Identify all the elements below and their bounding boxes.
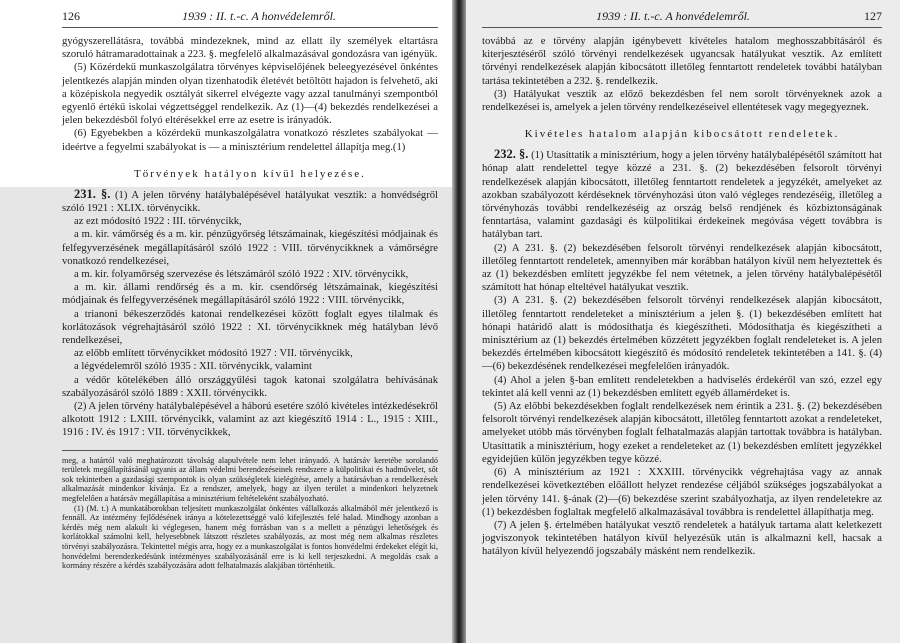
right-page — [466, 0, 900, 643]
right-page-number: 127 — [863, 9, 882, 23]
section-231-item: a m. kir. folyamőrség szervezése és létszámáról szóló 1922 : XIV. törvénycikk, — [74, 269, 409, 281]
section-232-paragraph-7: (7) A jelen §. értelmében hatályukat vesztő rendeletek a hatályuk tartama alatt keletkezett jogviszonyok tekintetében hatályon kívül helyezésük után is alkalmazni kell, hacsak a hatályon kívül helyezendő jogszabály másként nem rendelkezik. — [482, 519, 882, 558]
section-231-paragraph-1: 231. §. (1) A jelen törvény hatálybalépésével hatályukat vesztik: a honvédségről szóló 1921 : XLIX. törvénycikk. — [62, 186, 438, 215]
section-231-item: a m. kir. állami rendőrség és a m. kir. csendőrség létszámainak, kiegészítési módjainak és felfegyverzésének megállapításáról szóló 1922 : VIII. törvénycikk, — [62, 282, 438, 307]
right-page-content — [482, 0, 882, 559]
footnote-continuation: meg, a határtól való meghatározott távolság alapulvétele nem lehet irányadó. A határsáv keretébe sorolandó területek megállapításánál ugyanis az állam védelmi berendezéseinek rendszere a külpolitikai és hadművelet, sőt sok tekintetben a gazdasági szempontok is olyan szükségletek kielégítése, amely a határsávban a rendelkezések alkalmazását mindenkor kívánja. Ez a rendszer, amelyek, hogy az ilyen terület a mindenkori helyzetnek megfelelően a határsáv megállapítása a minisztérium feltételeként szabályozható. — [62, 455, 438, 504]
left-page-content — [62, 0, 438, 571]
section-232-paragraph-1: 232. §. (1) Utasíttatik a minisztérium, hogy a jelen törvény hatálybalépésétől számított hat hónap alatt rendelettel tegye közzé a 231. §. (2) bekezdésében felsorolt törvényi rendelkezések alapján kibocsátott, illetőleg fenntartott rendeletek a jegyzékét, amelyeket az azokban szabályozott kérdéseknek törvényhozási úton való végleges rendezéséig, illetőleg a törvényhozás további rendelkezéséig az ország belső rendjének és közbiztonságának fenntartása, valamint gazdasági és külpolitikai érdekeinek megóvása végett továbbra is hatályban tart. — [482, 147, 883, 241]
footnote-1: (1) (M. t.) A munkatáborokban teljesített munkaszolgálat önkéntes vállalkozás alkalmából mér jelentkező is fennáll. Az intézmény fejlődésének iránya a kötelezettséggé való kifejlesztés felé halad. Mindhogy azonban a kérdés még nem alakult ki véglegesen, hanem még forrásban van s a mellett a pénzügyi lehetőségek és korlátokkal számolni kell, helyesebbnek látszott részletes szabályozás, az most még nem alkalmas részletes törvényi szabályozásra. Tekintettel mégis arra, hogy ez a munkaszolgálat is fontos honvédelmi érdekeket elégít ki, honvédelmi berendezkedésünk intézményes szabályozásánál erre is ki kell terjeszkedni. A megoldás csak a kormány részére a kérdés szabályozására adott felhatalmazás alakjában történhetik. — [62, 503, 438, 571]
left-running-title: 1939 : II. t.-c. A honvédelemről. — [182, 9, 336, 23]
footnotes — [62, 456, 438, 571]
section-232-paragraph-6: (6) A minisztérium az 1921 : XXXIII. törvénycikk végrehajtása vagy az annak rendelkezései következtében előállott helyzet rendezése céljából szükséges jogszabályokat a jelen törvény 141. §-ának (2)—(6) bekezdése szerint szabályozhatja, az ilyen rendeletekre az (1) bekezdésben foglaltak megfelelő alkalmazásával továbbra is rendelettel állapíthatja meg. — [482, 467, 882, 518]
right-paragraph-continuation: továbbá az e törvény alapján igénybevett kivételes hatalom meghosszabbításáról és kiterjesztéséről szóló törvényi rendelkezések ugyancsak hatályukat vesztik. Az említett törvényi rendelkezések alapján kibocsátott illetőleg fenntartott rendeletek további hatályban tartása tekintetében a 232. §. rendelkezik. — [482, 36, 882, 87]
section-232-paragraph-4: (4) Ahol a jelen §-ban említett rendeletekben a hadviselés érdekéről van szó, ezzel egy tekintet alá kell venni az (1) bekezdésben említett egyéb államérdeket is. — [482, 374, 882, 399]
section-232-paragraph-2: (2) A 231. §. (2) bekezdésében felsorolt törvényi rendelkezések alapján kibocsátott, illetőleg fenntartott rendeletek, amennyiben már korábban hatályon kívül nem helyeztettek és az (1) bekezdésben említett jegyzékbe fel nem vétetnek, a jelen törvény hatálybalépésétől számított hat hónap elteltével hatályukat vesztik. — [482, 242, 882, 294]
left-running-head — [62, 0, 438, 28]
section-232-paragraph-5: (5) Az előbbi bekezdésekben foglalt rendelkezések nem érintik a 231. §. (2) bekezdésében felsorolt törvényi rendelkezések alapján kibocsátott, illetőleg fenntartott azokat a rendeleteket, amelyeket utóbb más törvényben foglalt felhatalmazás alapján tartottak továbbra is hatályban. Utasíttatik a minisztérium, hogy ezeket a rendeleteket az (1) bekezdésben említett jegyzékkel egyidejűen külön jegyzékben tegye közzé. — [482, 401, 882, 465]
book-gutter — [452, 0, 466, 643]
left-paragraph-5: (5) Közérdekű munkaszolgálatra törvényes képviselőjének beleegyezésével önkéntes jelentkezés alapján minden olyan tizenhatodik életévét betöltött hajadon is felvehető, aki a középiskola negyedik osztályát sikerrel elvégezte vagy azzal tanulmányi szempontból egyenlő értékű iskolai végzettséggel rendelkezik. Az (1)—(4) bekezdés rendelkezései a jelen bekezdésből folyó eltérésekkel erre az esetre is irányadók. — [62, 62, 438, 127]
left-page-number: 126 — [62, 9, 80, 23]
section-231-item: az ezt módosító 1922 : III. törvénycikk, — [74, 216, 242, 228]
section-231-paragraph-2: (2) A jelen törvény hatálybalépésével a háború esetére szóló kivételes intézkedésekről alkotott 1912 : LXIII. törvénycikk, valamint az azt kiegészítő 1914 : L., 1915 : XIII., 1916 : IV. és 1917 : VII. törvénycikkek, — [62, 401, 438, 439]
section-231-number: 231. §. — [74, 186, 111, 201]
left-paragraph-continuation: gyógyszerellátásra, továbbá mindezeknek, mind az ellatt ily személyek eltartásra szoruló hátramaradottainak a 223. §. megfelelő alkalmazásával gondozásra van igényük. — [62, 36, 438, 61]
right-running-head — [482, 0, 882, 28]
section-231-item: a légvédelemről szóló 1935 : XII. törvénycikk, valamint — [74, 361, 312, 373]
right-running-title: 1939 : II. t.-c. A honvédelemről. — [596, 9, 750, 23]
section-232-number: 232. §. — [494, 147, 529, 162]
right-section-title: Kivételes hatalom alapján kibocsátott rendeletek. — [524, 128, 840, 141]
footnote-divider — [62, 450, 438, 451]
section-231-item: a védőr kötelékében álló országgyűlési tagok katonai szolgálatra behívásának szabályozásáról szóló 1889 : XXII. törvénycikk. — [62, 374, 438, 399]
section-231-item: a trianoni békeszerződés katonai rendelkezései között foglalt egyes tilalmak és korlátozások végrehajtásáról szóló 1922 : XI. törvénycikknek még hatályban lévő rendelkezései, — [62, 308, 438, 347]
section-231-item: a m. kir. vámőrség és a m. kir. pénzügyőrség létszámainak, kiegészítési módjainak és felfegyverzésének megállapításáról szóló 1922 : VIII. törvénycikknek a vámőrségre vonatkozó rendelkezései, — [62, 229, 438, 267]
left-paragraph-6: (6) Egyebekben a közérdekű munkaszolgálatra vonatkozó részletes szabályokat — ideértve a fegyelmi szabályokat is — a minisztérium rendelettel állapítja meg.(1) — [62, 128, 438, 153]
left-section-title: Törvények hatályon kívül helyezése. — [134, 167, 366, 180]
section-232-paragraph-3: (3) A 231. §. (2) bekezdésében felsorolt törvényi rendelkezések alapján kibocsátott, illetőleg fenntartott rendeleteket a minisztérium a jelen §. (1) bekezdésében említett hat hónapi határidő alatt is módosíthatja és kiegészítheti. Módosíthatja és kiegészítheti a minisztérium az (1) bekezdés értelmében közzétett jegyzékben foglalt rendeleteket is. A jelen bekezdés értelmében kibocsátott kiegészítő és módosító rendeletek tekintetében a 141. §. (4)—(6) bekezdésének rendelkezései megfelelően irányadók. — [482, 295, 882, 373]
section-231-item: az előbb említett törvénycikket módosító 1927 : VII. törvénycikk, — [74, 348, 353, 360]
right-paragraph-3: (3) Hatályukat vesztik az előző bekezdésben fel nem sorolt törvényeknek azok a rendelkezései is, amelyek a jelen törvény rendelkezéseivel ellentétesek vagy megegyeznek. — [482, 88, 882, 114]
